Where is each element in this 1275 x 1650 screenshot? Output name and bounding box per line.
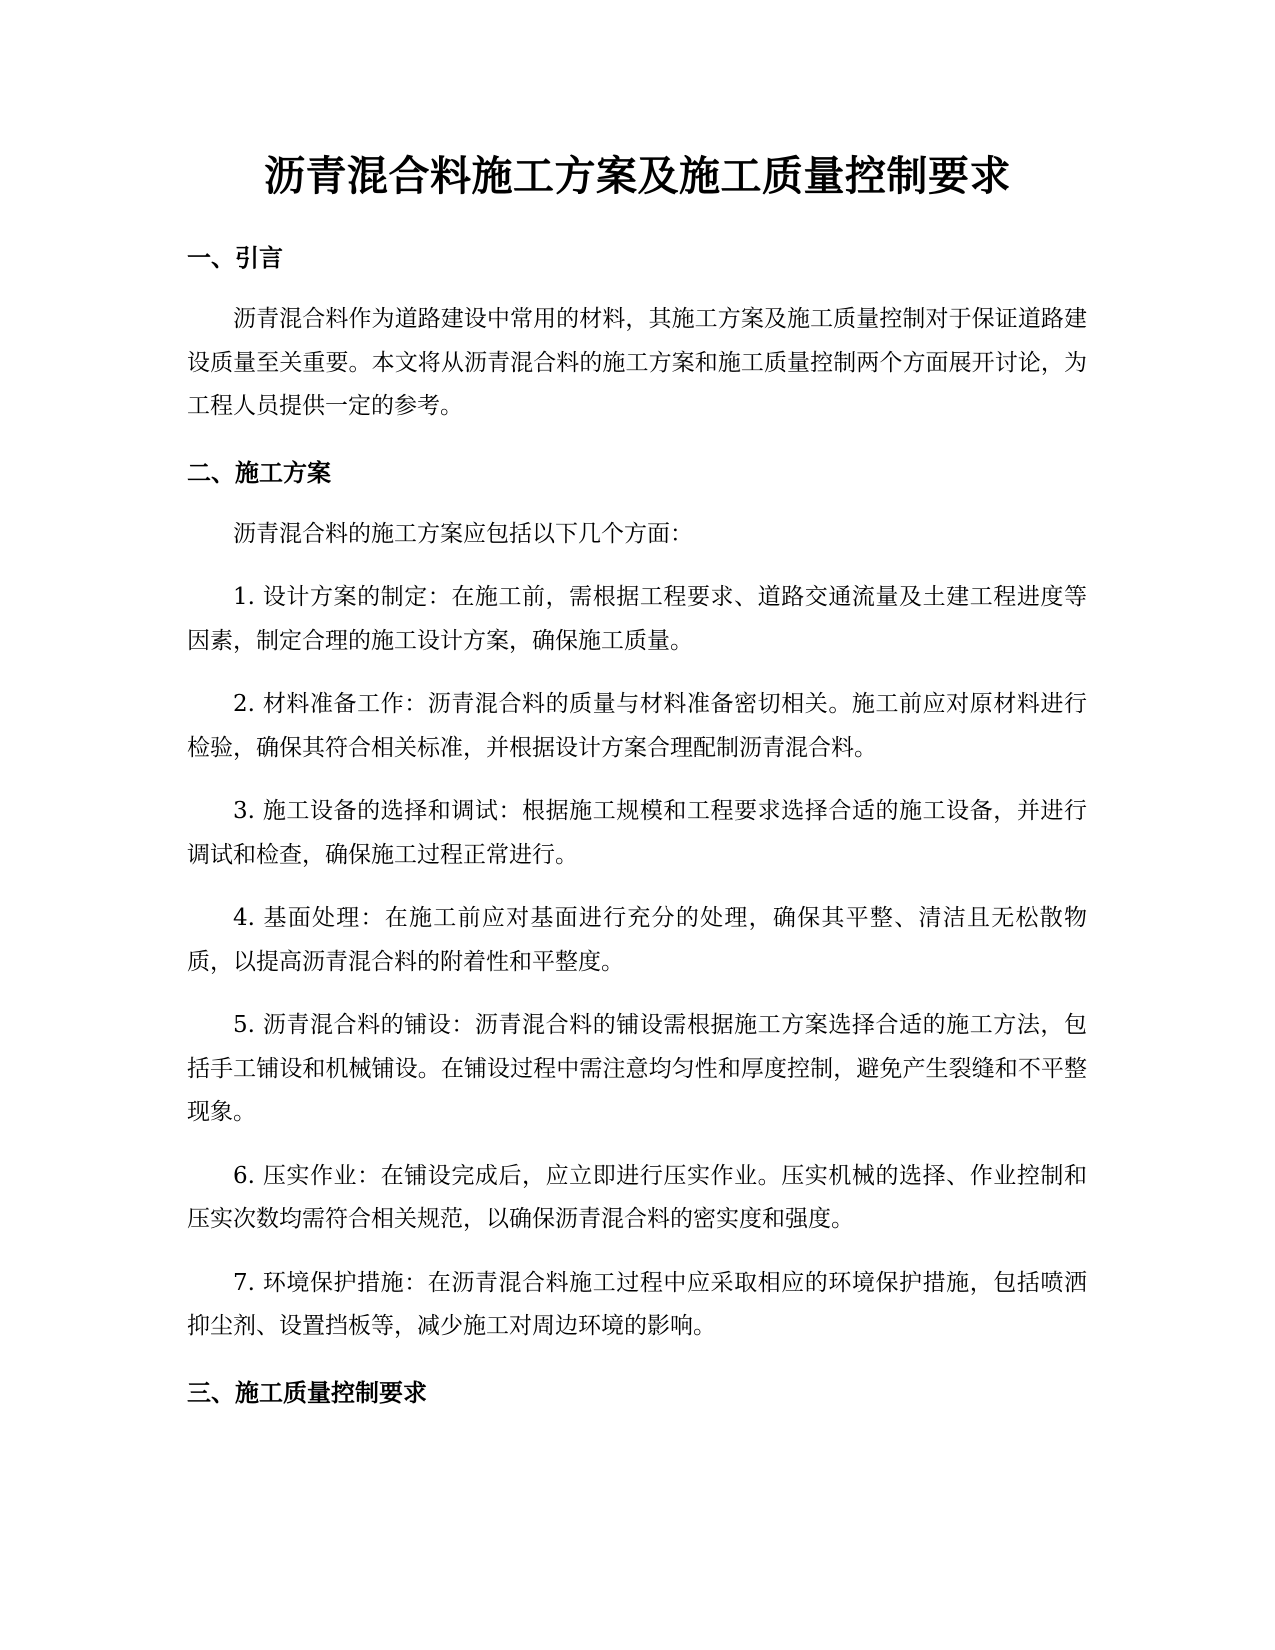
construction-plan-item-2: 2. 材料准备工作：沥青混合料的质量与材料准备密切相关。施工前应对原材料进行检验，确保其符合相关标准，并根据设计方案合理配制沥青混合料。: [187, 691, 1087, 761]
construction-plan-lead-paragraph: 沥青混合料的施工方案应包括以下几个方面：: [233, 520, 693, 547]
introduction-paragraph: 沥青混合料作为道路建设中常用的材料，其施工方案及施工质量控制对于保证道路建设质量至关重要。本文将从沥青混合料的施工方案和施工质量控制两个方面展开讨论，为工程人员提供一定的参考。: [187, 306, 1087, 419]
construction-plan-item-7: 7. 环境保护措施：在沥青混合料施工过程中应采取相应的环境保护措施，包括喷洒抑尘剂、设置挡板等，减少施工对周边环境的影响。: [187, 1269, 1087, 1339]
construction-plan-item-1: 1. 设计方案的制定：在施工前，需根据工程要求、道路交通流量及土建工程进度等因素，制定合理的施工设计方案，确保施工质量。: [187, 584, 1087, 654]
construction-plan-item-4: 4. 基面处理：在施工前应对基面进行充分的处理，确保其平整、清洁且无松散物质，以提高沥青混合料的附着性和平整度。: [187, 905, 1087, 975]
section-heading-quality-control: 三、施工质量控制要求: [187, 1378, 427, 1407]
document-body: [187, 240, 1087, 1411]
section-heading-construction-plan: 二、施工方案: [187, 458, 331, 487]
construction-plan-item-5: 5. 沥青混合料的铺设：沥青混合料的铺设需根据施工方案选择合适的施工方法，包括手工铺设和机械铺设。在铺设过程中需注意均匀性和厚度控制，避免产生裂缝和不平整现象。: [187, 1012, 1087, 1125]
document-title: 沥青混合料施工方案及施工质量控制要求: [264, 152, 1011, 200]
section-heading-introduction: 一、引言: [187, 244, 283, 272]
construction-plan-item-3: 3. 施工设备的选择和调试：根据施工规模和工程要求选择合适的施工设备，并进行调试和检查，确保施工过程正常进行。: [187, 798, 1087, 868]
construction-plan-item-6: 6. 压实作业：在铺设完成后，应立即进行压实作业。压实机械的选择、作业控制和压实次数均需符合相关规范，以确保沥青混合料的密实度和强度。: [187, 1162, 1087, 1232]
